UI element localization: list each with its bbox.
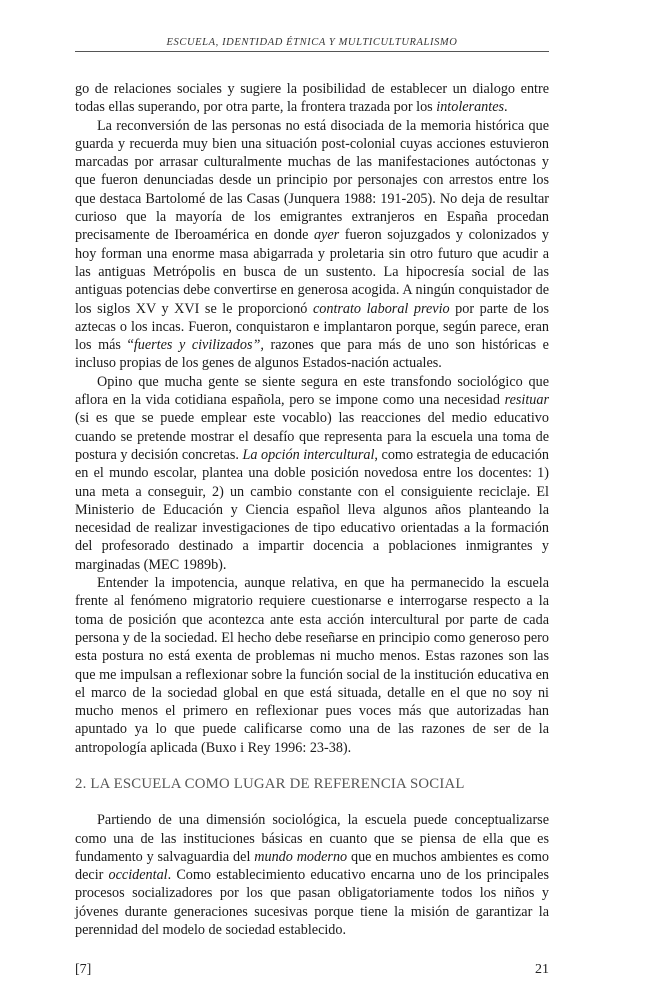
emphasis-opcion-intercultural: La opción intercultural [242, 446, 375, 463]
paragraph-5: Partiendo de una dimensión sociológica, la escuela puede conceptualizarse como una de las instituciones básicas en cuanto que se piensa de ella que es fundamento y salvaguardia del mundo moderno que en muchos ambientes es como decir occidental. Como establecimiento educativo encarna uno de los principales procesos socializadores por los que pasan obligatoriamente todos los niños y jóvenes durante generaciones sucesivas porque tiene la misión de garantizar la perennidad del modelo de sociedad establecido. [75, 812, 550, 939]
emphasis-fuertes-civilizados: fuertes y civilizados”, [133, 337, 264, 354]
chapter-marker: [7] [75, 962, 92, 977]
emphasis-mundo-moderno: mundo moderno [254, 848, 348, 865]
emphasis-ayer: ayer [313, 227, 340, 244]
paragraph-2: La reconversión de las personas no está disociada de la memoria histórica que guarda y recuerda muy bien una situación post-colonial cuyas acciones estuvieron marcadas por arrasar culturalmente muchas de las manifestaciones autóctonas y que fueron denunciadas desde un principio por personajes con arrestos entre los que destaca Bartolomé de las Casas (Junquera 1988: 191-205). No deja de resultar curioso que la mayoría de los emigrantes extranjeros en España procedan precisamente de Iberoamérica en donde ayer fueron sojuzgados y colonizados y hoy forman una enorme masa abigarrada y proletaria sin otro futuro que acudir a las antiguas Metrópolis en busca de un sustento. La hipocresía social de las antiguas potencias debe convertirse en generosa acogida. A ningún conquistador de los siglos XV y XVI se le proporcionó contrato laboral previo por parte de los aztecas o los incas. Fueron, conquistaron e implantaron porque, según parece, eran los más “fuertes y civilizados”, razones que para más de uno son históricas e incluso propias de los genes de algunos Estados-nación actuales. [75, 117, 550, 372]
section-heading: 2. LA ESCUELA COMO LUGAR DE REFERENCIA SOCIAL [75, 775, 465, 792]
emphasis-resituar: resituar [504, 392, 549, 409]
running-header: ESCUELA, IDENTIDAD ÉTNICA Y MULTICULTURALISMO [75, 37, 549, 52]
paragraph-4: Entender la impotencia, aunque relativa, en que ha permanecido la escuela frente al fenómeno migratorio requiere cuestionarse e interrogarse respecto a la toma de posición que acontezca ante esta acción intercultural por parte de cada persona y de la sociedad. El hecho debe reseñarse en principio como generoso pero esta postura no está exenta de problemas ni mucho menos. Estas razones son las que me impulsan a reflexionar sobre la función social de la institución educativa en el marco de la sociedad global en que está situada, detalle en el que no soy ni mucho menos el primero en reflexionar pues voces más que autorizadas han apuntado ya lo que puede calificarse como una de las razones de ser de la antropología aplicada (Buxo i Rey 1996: 23-38). [75, 575, 549, 756]
emphasis-occidental: occidental [108, 867, 168, 884]
page-number: 21 [535, 962, 549, 977]
body-text [75, 80, 549, 939]
emphasis-intolerantes: intolerantes [436, 99, 505, 116]
emphasis-contrato-laboral: contrato laboral previo [312, 300, 450, 317]
paragraph-1: go de relaciones sociales y sugiere la posibilidad de establecer un dialogo entre todas ellas superando, por otra parte, la frontera trazada por los intolerantes. [75, 81, 549, 116]
paragraph-3: Opino que mucha gente se siente segura en este transfondo sociológico que aflora en la vida cotidiana española, pero se impone como una necesidad resituar (si es que se puede emplear este vocablo) las reacciones del medio educativo cuando se pretende mostrar el desafío que representa para la escuela una toma de postura y decisión concretas. La opción intercultural, como estrategia de educación en el mundo escolar, plantea una doble posición novedosa entre los docentes: 1) una meta a conseguir, 2) un cambio constante con el consiguiente reciclaje. El Ministerio de Educación y Ciencia español lleva algunos años planteando la necesidad de realizar investigaciones de tipo educativo orientadas a la formación del profesorado destinado a impartir docencia a poblaciones inmigrantes y marginadas (MEC 1989b). [75, 373, 549, 573]
